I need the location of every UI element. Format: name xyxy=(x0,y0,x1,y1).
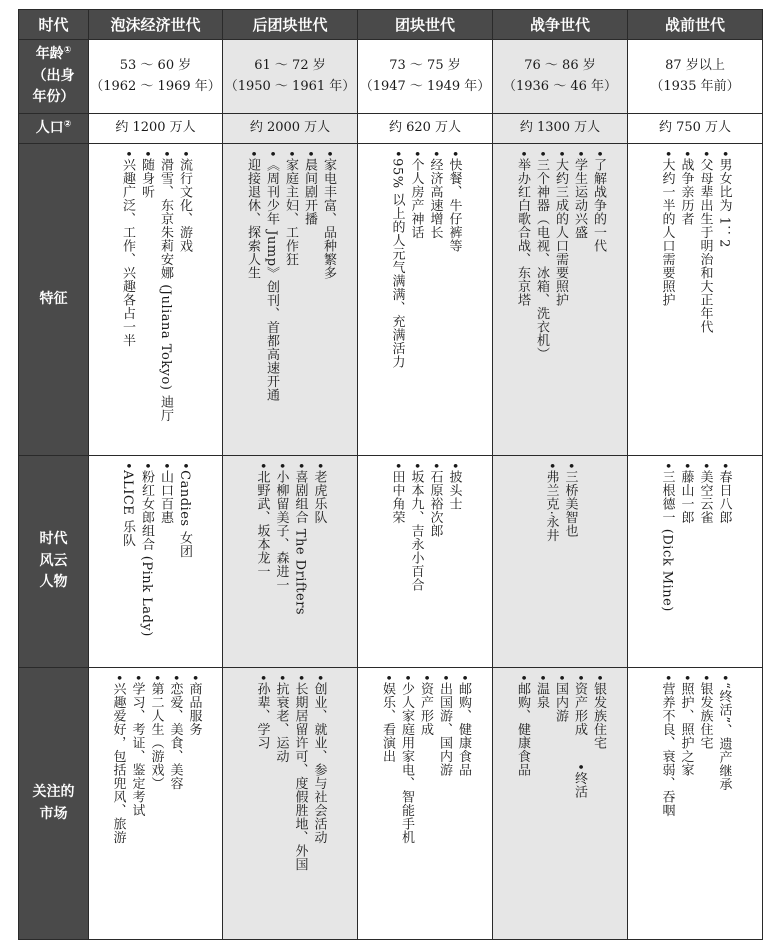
list-item: •三个神器（电视、冰箱、洗衣机） xyxy=(534,150,549,361)
age-cell xyxy=(358,40,493,114)
generation-table-container xyxy=(18,9,762,939)
figures-row-label xyxy=(19,456,89,668)
list-item: •美空云雀 xyxy=(697,462,713,525)
birth-years: （1950 ～ 1961 年） xyxy=(224,78,356,94)
list-item: •了解战争的一代 xyxy=(591,150,606,253)
age-value: 76 ～ 86 岁 xyxy=(524,57,596,73)
markets-row-label xyxy=(19,668,89,940)
features-list xyxy=(360,150,490,455)
header-row xyxy=(19,10,763,40)
figures-list xyxy=(495,462,625,667)
features-cell xyxy=(358,144,493,456)
list-item: •邮购、健康食品 xyxy=(515,674,530,777)
list-item: •温泉 xyxy=(534,674,549,710)
list-item: •《周刊少年 Jump》创刊、首都高速开通 xyxy=(264,150,279,402)
markets-list xyxy=(360,674,490,939)
figures-cell xyxy=(493,456,628,668)
list-item: •三根德一 (Dick Mine) xyxy=(659,462,675,612)
figures-list xyxy=(91,462,220,667)
list-item: •三桥美智也 xyxy=(562,462,578,538)
list-item: •营养不良、衰弱、吞咽 xyxy=(659,674,675,818)
population-row xyxy=(19,114,763,144)
list-item: •流行文化、游戏 xyxy=(177,150,192,253)
list-item: •坂本九、吉永小百合 xyxy=(408,462,424,592)
features-list xyxy=(495,150,625,455)
age-cell xyxy=(89,40,223,114)
markets-cell xyxy=(493,668,628,940)
age-cell xyxy=(493,40,628,114)
list-item: •兴趣爱好，包括兜风、旅游 xyxy=(110,674,126,845)
list-item: •恋爱、美食、美容 xyxy=(167,674,183,791)
features-cell xyxy=(89,144,223,456)
list-item: •粉红女郎组合 (Pink Lady) xyxy=(139,462,154,637)
list-item: •家电丰富、品种繁多 xyxy=(321,150,336,280)
age-row-label xyxy=(19,40,89,114)
list-item: •大约一半的人口需要照护 xyxy=(659,150,675,307)
markets-cell xyxy=(89,668,223,940)
list-item: •出国游、国内游 xyxy=(437,674,452,777)
birth-years: （1936 ～ 46 年） xyxy=(502,78,618,94)
list-item: •快餐、牛仔裤等 xyxy=(446,150,462,253)
list-item: •商品服务 xyxy=(186,674,202,737)
age-cell xyxy=(223,40,358,114)
list-item: •银发族住宅 xyxy=(591,674,606,750)
list-item: •田中角荣 xyxy=(389,462,405,525)
markets-list xyxy=(495,674,625,939)
age-value: 73 ～ 75 岁 xyxy=(389,57,461,73)
list-item: •创业、就业、参与社会活动 xyxy=(311,674,327,845)
list-item: •滑雪、东京朱莉安娜 (Juliana Tokyo) 迪厅 xyxy=(158,150,173,423)
generation-table xyxy=(18,9,763,940)
age-label: 年龄 xyxy=(35,45,64,62)
age-row xyxy=(19,40,763,114)
population-cell: 约 1200 万人 xyxy=(89,114,223,144)
list-item: •父母辈出生于明治和大正年代 xyxy=(697,150,713,334)
list-item: •家庭主妇、工作狂 xyxy=(283,150,298,267)
list-item: •ALICE 乐队 xyxy=(120,462,135,547)
population-row-label xyxy=(19,114,89,144)
list-item: •资产形成 •终活 xyxy=(572,674,587,799)
age-cell xyxy=(628,40,763,114)
age-value: 53 ～ 60 岁 xyxy=(119,57,192,73)
population-label-note: ② xyxy=(63,119,72,129)
list-item: •举办红白歌合战、东京塔 xyxy=(515,150,530,307)
list-item: •老虎乐队 xyxy=(311,462,327,525)
age-value: 61 ～ 72 岁 xyxy=(254,57,326,73)
birth-years: （1962 ～ 1969 年） xyxy=(90,78,221,94)
list-item: •照护、照护之家 xyxy=(678,674,694,777)
features-cell xyxy=(493,144,628,456)
list-item: •喜剧组合 The Drifters xyxy=(292,462,308,616)
list-item: •“终活”、遗产继承 xyxy=(716,674,732,791)
figures-cell xyxy=(358,456,493,668)
markets-list xyxy=(91,674,220,939)
list-item: •兴趣广泛、工作、兴趣各占一半 xyxy=(120,150,135,348)
list-item: •95% 以上的人元气满满、充满活力 xyxy=(389,150,405,369)
list-item: •小柳留美子、森进一 xyxy=(273,462,289,592)
column-header-war: 战争世代 xyxy=(493,10,628,40)
list-item: •战争亲历者 xyxy=(678,150,694,226)
birth-years: （1947 ～ 1949 年） xyxy=(359,78,491,94)
markets-cell xyxy=(223,668,358,940)
list-item: •娱乐、看演出 xyxy=(380,674,395,764)
list-item: •藤山一郎 xyxy=(678,462,694,525)
figures-cell xyxy=(89,456,223,668)
list-item: •孙辈、学习 xyxy=(254,674,270,750)
list-item: •山口百惠 xyxy=(158,462,173,525)
column-header-bubble: 泡沫经济世代 xyxy=(89,10,223,40)
list-item: •随身听 xyxy=(139,150,154,199)
features-list xyxy=(630,150,760,455)
markets-list xyxy=(630,674,760,939)
list-item: •长期居留许可、度假胜地、外国 xyxy=(292,674,308,872)
age-value: 87 岁以上 xyxy=(665,57,725,73)
population-label: 人口 xyxy=(35,119,64,136)
list-item: •经济高速增长 xyxy=(427,150,443,240)
population-cell: 约 2000 万人 xyxy=(223,114,358,144)
list-item: •北野武、坂本龙一 xyxy=(254,462,270,579)
population-cell: 约 1300 万人 xyxy=(493,114,628,144)
list-item: •披头士 xyxy=(446,462,462,511)
birth-years: （1935 年前） xyxy=(650,78,740,94)
features-list xyxy=(91,150,220,455)
list-item: •春日八郎 xyxy=(716,462,732,525)
figures-list xyxy=(630,462,760,667)
features-row-label: 特征 xyxy=(19,144,89,456)
column-header-prewar: 战前世代 xyxy=(628,10,763,40)
markets-list xyxy=(225,674,355,939)
list-item: •邮购、健康食品 xyxy=(456,674,471,777)
list-item: •Candies 女团 xyxy=(177,462,192,559)
list-item: •学习、考证、鉴定考试 xyxy=(129,674,145,818)
list-item: •大约三成的人口需要照护 xyxy=(553,150,568,307)
list-item: •银发族住宅 xyxy=(697,674,713,750)
features-cell xyxy=(628,144,763,456)
list-item: •国内游 xyxy=(553,674,568,723)
features-cell xyxy=(223,144,358,456)
list-item: •男女比为 1：2 xyxy=(716,150,732,248)
markets-label: 关注的市场 xyxy=(32,783,75,822)
list-item: •少人家庭用家电、智能手机 xyxy=(399,674,414,845)
column-header-dankai: 团块世代 xyxy=(358,10,493,40)
list-item: •学生运动兴盛 xyxy=(572,150,587,240)
features-row xyxy=(19,144,763,456)
list-item: •个人房产神话 xyxy=(408,150,424,240)
list-item: •弗兰克·永井 xyxy=(543,462,559,543)
figures-row xyxy=(19,456,763,668)
figures-cell xyxy=(223,456,358,668)
population-cell: 约 620 万人 xyxy=(358,114,493,144)
figures-list xyxy=(360,462,490,667)
corner-header: 时代 xyxy=(19,10,89,40)
list-item: •石原裕次郎 xyxy=(427,462,443,538)
list-item: •晨间剧开播 xyxy=(302,150,317,226)
column-header-post-dankai: 后团块世代 xyxy=(223,10,358,40)
population-cell: 约 750 万人 xyxy=(628,114,763,144)
features-list xyxy=(225,150,355,455)
list-item: •抗衰老、运动 xyxy=(273,674,289,764)
list-item: •第二人生（游戏） xyxy=(148,674,164,791)
figures-cell xyxy=(628,456,763,668)
markets-cell xyxy=(628,668,763,940)
figures-list xyxy=(225,462,355,667)
age-label-sub: （出身年份） xyxy=(32,67,75,106)
age-label-note: ① xyxy=(63,45,72,56)
figures-label: 时代风云人物 xyxy=(39,530,68,591)
markets-cell xyxy=(358,668,493,940)
list-item: •迎接退休、探索人生 xyxy=(245,150,260,280)
list-item: •资产形成 xyxy=(418,674,433,737)
markets-row xyxy=(19,668,763,940)
